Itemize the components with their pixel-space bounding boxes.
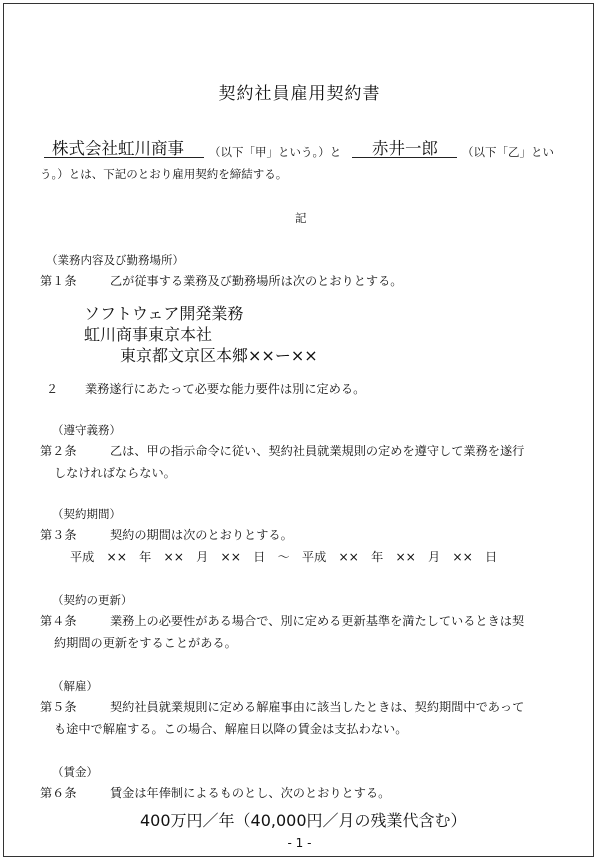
page-number: - 1 - xyxy=(287,836,312,850)
ki-heading: 記 xyxy=(295,211,307,225)
article-2-number: 第２条 xyxy=(40,444,77,458)
article-3-text: 契約の期間は次のとおりとする。 xyxy=(110,528,293,542)
article-6-text: 賃金は年俸制によるものとし、次のとおりとする。 xyxy=(110,786,391,800)
party-b-suffix: （以下「乙」とい xyxy=(462,145,554,159)
article-2-text-line-2: しなければならない。 xyxy=(54,466,176,480)
salary-amount: 400万円／年（40,000円／月の残業代含む） xyxy=(140,811,467,830)
contract-period: 平成 ×× 年 ×× 月 ×× 日 ～ 平成 ×× 年 ×× 月 ×× 日 xyxy=(70,550,498,564)
work-description: ソフトウェア開発業務 xyxy=(84,304,244,323)
article-5-heading: （解雇） xyxy=(52,679,98,693)
contract-page xyxy=(3,3,594,857)
article-6-heading: （賃金） xyxy=(52,765,98,779)
article-3-heading: （契約期間） xyxy=(52,507,121,521)
article-4-text-line-2: 約期間の更新をすることがある。 xyxy=(54,636,237,650)
article-4-heading: （契約の更新） xyxy=(52,593,133,607)
article-4-text-line-1: 業務上の必要性がある場合で、別に定める更新基準を満たしているときは契 xyxy=(110,614,525,628)
article-1-number: 第１条 xyxy=(40,274,77,288)
article-1-text: 乙が従事する業務及び勤務場所は次のとおりとする。 xyxy=(110,274,403,288)
intro-continuation: う。）とは、下記のとおり雇用契約を締結する。 xyxy=(40,167,288,181)
party-a-suffix: （以下「甲」という。）と xyxy=(209,145,342,159)
article-4-number: 第４条 xyxy=(40,614,77,628)
article-1-heading: （業務内容及び勤務場所） xyxy=(46,253,184,267)
party-a-name: 株式会社虹川商事 xyxy=(52,139,184,158)
article-5-text-line-1: 契約社員就業規則に定める解雇事由に該当したときは、契約期間中であって xyxy=(110,700,525,714)
party-b-underline xyxy=(352,157,457,158)
article-2-text-line-1: 乙は、甲の指示命令に従い、契約社員就業規則の定めを遵守して業務を遂行 xyxy=(110,444,525,458)
work-office: 虹川商事東京本社 xyxy=(84,325,213,344)
article-2-heading: （遵守義務） xyxy=(52,423,121,437)
article-5-text-line-2: も途中で解雇する。この場合、解雇日以降の賃金は支払わない。 xyxy=(54,722,408,736)
party-b-name: 赤井一郎 xyxy=(372,139,438,158)
article-5-number: 第５条 xyxy=(40,700,77,714)
work-address: 東京都文京区本郷××ー×× xyxy=(120,346,318,365)
article-3-number: 第３条 xyxy=(40,528,77,542)
article-6-number: 第６条 xyxy=(40,786,77,800)
party-a-underline xyxy=(44,157,204,158)
article-1-para-2-text: 業務遂行にあたって必要な能力要件は別に定める。 xyxy=(85,382,366,396)
article-1-para-2-number: ２ xyxy=(46,382,59,396)
document-title: 契約社員雇用契約書 xyxy=(218,84,381,104)
